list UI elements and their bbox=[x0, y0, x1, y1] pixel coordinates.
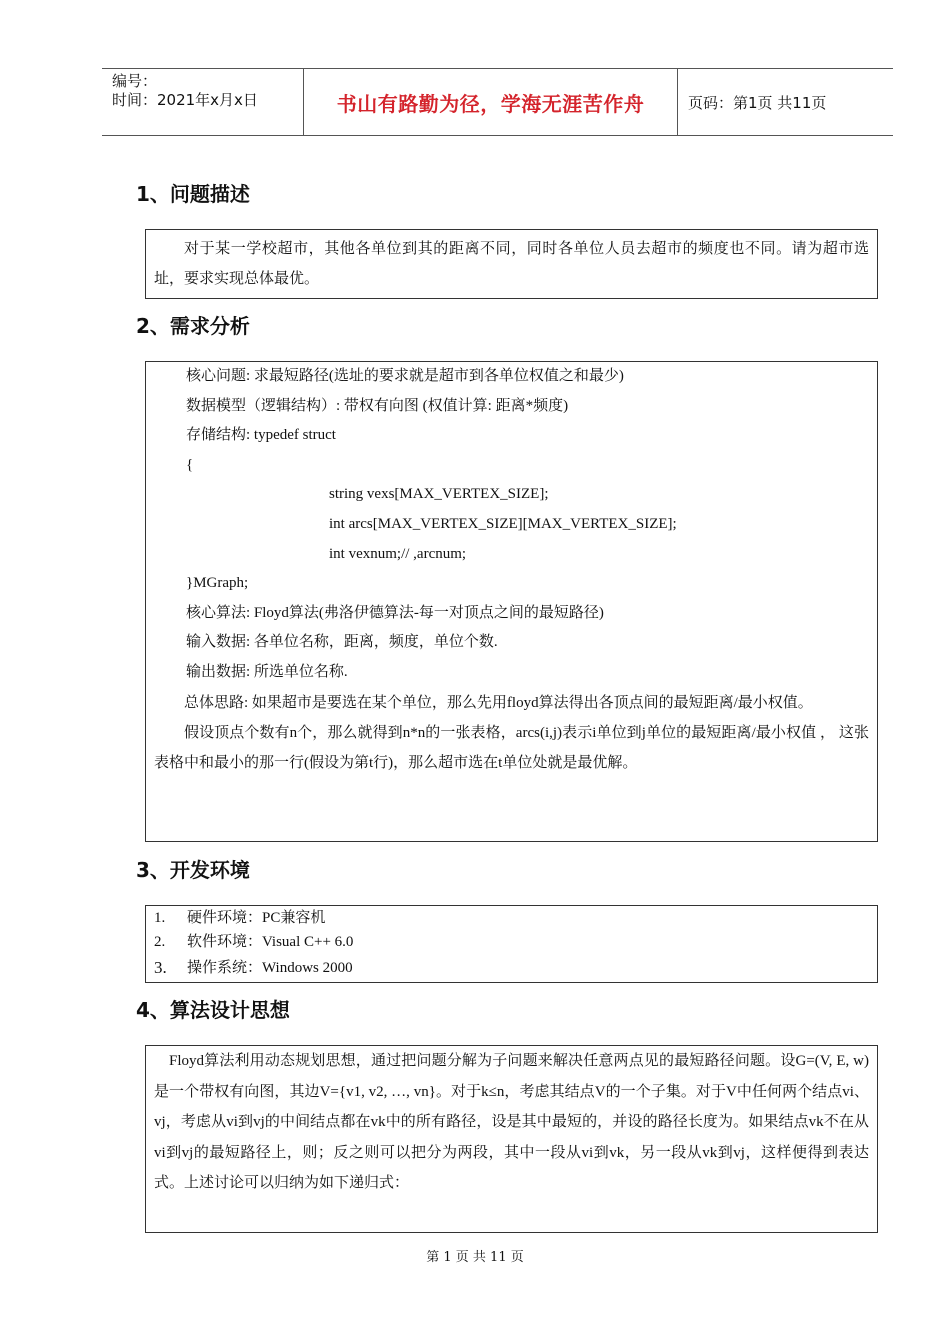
code-line: { bbox=[186, 456, 194, 473]
code-line: int vexnum;// ,arcnum; bbox=[329, 545, 467, 562]
header-page-number: 页码：第1页 共11页 bbox=[688, 93, 827, 112]
analysis-line-input: 输入数据: 各单位名称，距离，频度，单位个数. bbox=[186, 634, 498, 651]
analysis-overall-idea: 总体思路: 如果超市是要选在某个单位，那么先用floyd算法得出各顶点间的最短距离/最小权值。 bbox=[184, 694, 813, 711]
code-line: int arcs[MAX_VERTEX_SIZE][MAX_VERTEX_SIZE]; bbox=[329, 515, 677, 532]
list-item bbox=[146, 906, 869, 930]
code-line: string vexs[MAX_VERTEX_SIZE]; bbox=[329, 486, 549, 503]
analysis-line-storage: 存储结构: typedef struct bbox=[186, 427, 336, 444]
section-heading-problem: 1、问题描述 bbox=[136, 182, 250, 206]
list-number: 3. bbox=[154, 958, 167, 977]
analysis-line-data-model: 数据模型（逻辑结构）: 带权有向图 (权值计算: 距离*频度) bbox=[186, 397, 569, 414]
analysis-line-algorithm: 核心算法: Floyd算法(弗洛伊德算法-每一对顶点之间的最短路径) bbox=[186, 604, 604, 621]
algorithm-text: Floyd算法利用动态规划思想，通过把问题分解为子问题来解决任意两点见的最短路径问题。设G=(V, E, w)是一个带权有向图，其边V={v1, v2, …, vn}。对于k≤n，考虑其结点V的一个子集。对于V中任何两个结点vi、vj，考虑从vi到vj的中间结点都在vk中的所有路径，设是其中最短的，并设的路径长度为。如果结点vk不在从vi到vj的最短路径上，则；反之则可以把分为两段，其中一段从vi到vk，另一段从vk到vj，这样便得到表达式。上述讨论可以归纳为如下递归式： bbox=[154, 1053, 869, 1191]
problem-box bbox=[145, 229, 878, 299]
list-text: 操作系统：Windows 2000 bbox=[187, 960, 353, 976]
header-meta bbox=[112, 72, 258, 110]
analysis-line-core-problem: 核心问题: 求最短路径(选址的要求就是超市到各单位权值之和最少) bbox=[186, 368, 624, 384]
problem-text: 对于某一学校超市，其他各单位到其的距离不同，同时各单位人员去超市的频度也不同。请为超市选址，要求实现总体最优。 bbox=[154, 239, 869, 287]
analysis-assumption: 假设顶点个数有n个，那么就得到n*n的一张表格，arcs(i,j)表示i单位到j单位的最短距离/最小权值 ， 这张表格中和最小的那一行(假设为第t行)，那么超市选在t单位处就是最优解。 bbox=[154, 724, 869, 771]
section-heading-environment: 3、开发环境 bbox=[136, 858, 250, 882]
header-divider bbox=[677, 69, 678, 135]
list-number: 2. bbox=[154, 934, 166, 950]
document-number-label: 编号： bbox=[112, 72, 158, 90]
code-line: }MGraph; bbox=[186, 575, 249, 592]
environment-box bbox=[145, 905, 878, 983]
header-motto: 书山有路勤为径，学海无涯苦作舟 bbox=[336, 91, 645, 116]
page-footer: 第 1 页 共 11 页 bbox=[426, 1250, 524, 1265]
list-text: 软件环境：Visual C++ 6.0 bbox=[187, 934, 354, 950]
document-time-label: 时间：2021年x月x日 bbox=[112, 91, 258, 109]
section-heading-algorithm: 4、算法设计思想 bbox=[136, 998, 290, 1022]
list-number: 1. bbox=[154, 910, 166, 926]
analysis-box bbox=[145, 361, 878, 842]
analysis-line-output: 输出数据: 所选单位名称. bbox=[186, 663, 348, 680]
list-item bbox=[146, 930, 869, 954]
section-heading-analysis: 2、需求分析 bbox=[136, 314, 250, 338]
page-header bbox=[102, 68, 893, 136]
list-text: 硬件环境：PC兼容机 bbox=[187, 910, 326, 926]
algorithm-box bbox=[145, 1045, 878, 1233]
list-item bbox=[146, 954, 869, 982]
